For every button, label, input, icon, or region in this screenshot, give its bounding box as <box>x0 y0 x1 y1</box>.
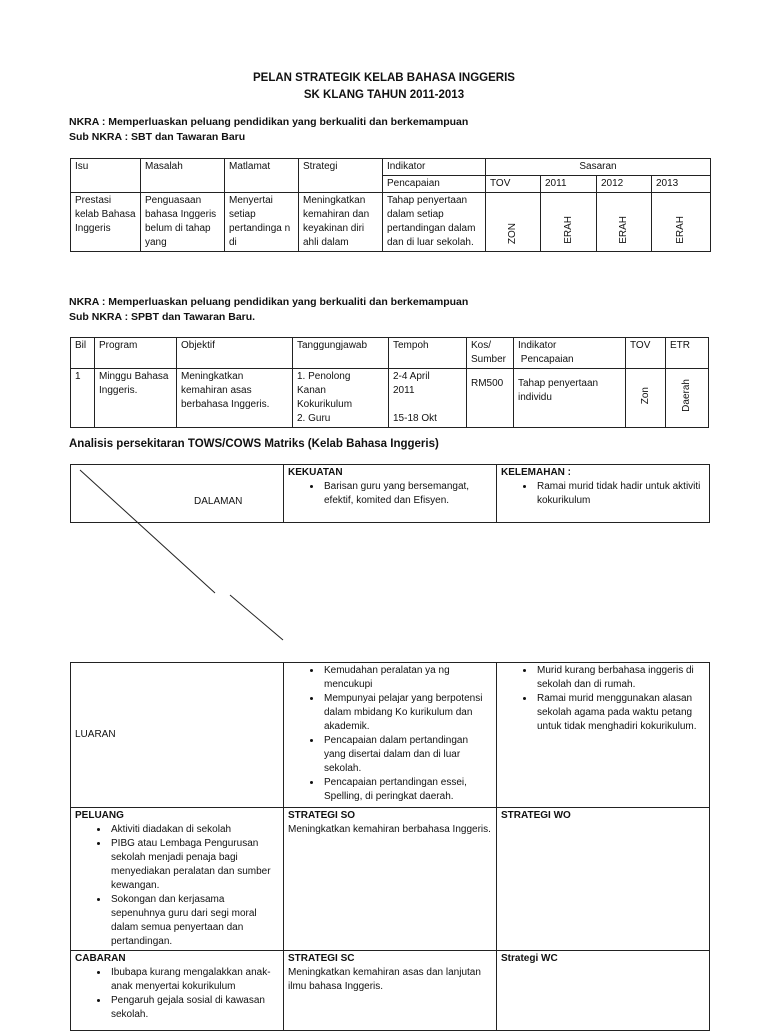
header-2013: 2013 <box>652 176 711 193</box>
tj-line3: Kokurikulum <box>297 399 353 410</box>
y2011-value: ERAH <box>562 216 574 244</box>
kekuatan-more-list <box>288 664 492 804</box>
tj-line1: 1. Penolong <box>297 371 351 382</box>
nkra-line-1: NKRA : Memperluaskan peluang pendidikan yang berkualiti dan berkemampuan <box>69 116 469 128</box>
cell-bil: 1 <box>71 369 95 428</box>
header-indikator: Indikator <box>383 159 486 176</box>
header-program: Program <box>95 338 177 369</box>
tows-heading: Analisis persekitaran TOWS/COWS Matriks (Kelab Bahasa Inggeris) <box>69 438 439 450</box>
header-tov-2: TOV <box>626 338 666 369</box>
cell-kos: RM500 <box>467 369 514 428</box>
kekuatan-more-item: • Kemudahan peralatan ya ng mencukupi <box>322 664 492 692</box>
cell-indikator-2: Tahap penyertaan individu <box>514 369 626 428</box>
cabaran-item: • Ibubapa kurang mengalakkan anak-anak menyertai kokurikulum <box>109 966 279 994</box>
header-matlamat: Matlamat <box>225 159 299 193</box>
strategi-sc-text: Meningkatkan kemahiran asas dan lanjutan ilmu bahasa Inggeris. <box>288 967 481 992</box>
strategi-so-text: Meningkatkan kemahiran berbahasa Inggeris. <box>288 824 491 835</box>
cell-strategi: Meningkatkan kemahiran dan keyakinan diri ahli dalam <box>299 193 383 252</box>
header-objektif: Objektif <box>177 338 293 369</box>
strategi-sc-cell <box>284 951 497 1031</box>
dalaman-label: DALAMAN <box>194 496 243 507</box>
strategi-wc-heading: Strategi WC <box>501 953 558 964</box>
tempoh-line2: 2011 <box>393 385 415 396</box>
peluang-list <box>75 823 279 949</box>
tj-line2: Kanan <box>297 385 326 396</box>
y2013-value: ERAH <box>675 216 686 244</box>
kekuatan-more-item: • Pencapaian pertandingan essei, Spelling, di peringkat daerah. <box>322 776 492 804</box>
doc-title-line1: PELAN STRATEGIK KELAB BAHASA INGGERIS <box>253 72 515 84</box>
header-sasaran: Sasaran <box>486 159 711 176</box>
luaran-cell: LUARAN <box>71 663 284 808</box>
kelemahan-more-list <box>501 664 705 734</box>
peluang-cell <box>71 808 284 951</box>
header-kos-line1: Kos/ <box>471 340 492 351</box>
tj-line4: 2. Guru <box>297 413 331 424</box>
kekuatan-item: • Barisan guru yang bersemangat, efektif, komited dan Efisyen. <box>322 480 492 508</box>
peluang-item: • PIBG atau Lembaga Pengurusan sekolah menjadi penaja bagi menyediakan peralatan dan sumber kewangan. <box>109 837 279 893</box>
y2012-value: ERAH <box>618 216 629 244</box>
kelemahan-more-item: • Murid kurang berbahasa inggeris di sekolah dan di rumah. <box>535 664 705 692</box>
kelemahan-heading: KELEMAHAN : <box>501 467 571 478</box>
header-2012: 2012 <box>597 176 652 193</box>
peluang-heading: PELUANG <box>75 810 124 821</box>
tov-value: ZON <box>507 222 518 244</box>
kekuatan-more-item: • Mempunyai pelajar yang berpotensi dalam mbidang Ko kurikulum dan akademik. <box>322 692 492 734</box>
kelemahan-item: • Ramai murid tidak hadir untuk aktiviti kokurikulum <box>535 480 705 508</box>
cell-program: Minggu Bahasa Inggeris. <box>95 369 177 428</box>
kekuatan-more-item: • Pencapaian dalam pertandingan yang disertai dalam dan di luar sekolah. <box>322 734 492 776</box>
header-2011: 2011 <box>541 176 597 193</box>
header-pencapaian: Pencapaian <box>383 176 486 193</box>
strategi-sc-heading: STRATEGI SC <box>288 953 355 964</box>
strategi-so-heading: STRATEGI SO <box>288 810 356 821</box>
strategi-wo-cell <box>497 808 710 951</box>
etr-value: Daerah <box>681 379 692 412</box>
header-tempoh: Tempoh <box>389 338 467 369</box>
doc-title-line2: SK KLANG TAHUN 2011-2013 <box>303 89 465 101</box>
header-masalah: Masalah <box>141 159 225 193</box>
header-etr: ETR <box>666 338 709 369</box>
peluang-item: • Sokongan dan kerjasama sepenuhnya guru dari segi moral dalam semua penyertaan dan pertandingan. <box>109 893 279 949</box>
cell-isu: Prestasi kelab Bahasa Inggeris <box>71 193 141 252</box>
tempoh-line1: 2-4 April <box>393 371 430 382</box>
kelemahan-more-item: • Ramai murid menggunakan alasan sekolah agama pada waktu petang untuk tidak menghadiri kokurikulum. <box>535 692 705 734</box>
strategi-wo-heading: STRATEGI WO <box>501 810 571 821</box>
tov2-value: Zon <box>639 386 651 405</box>
kekuatan-heading: KEKUATAN <box>288 467 343 478</box>
strategi-so-cell <box>284 808 497 951</box>
cell-indikator: Tahap penyertaan dalam setiap pertandingan dalam dan di luar sekolah. <box>383 193 486 252</box>
cabaran-cell <box>71 951 284 1031</box>
tows-bottom-table <box>70 662 710 1031</box>
cell-objektif: Meningkatkan kemahiran asas berbahasa Inggeris. <box>177 369 293 428</box>
sub-nkra-line-1: Sub NKRA : SBT dan Tawaran Baru <box>69 131 246 143</box>
header-tanggungjawab: Tanggungjawab <box>293 338 389 369</box>
tempoh-line3: 15-18 Okt <box>393 413 437 424</box>
header-tov: TOV <box>486 176 541 193</box>
header-isu: Isu <box>71 159 141 193</box>
header-strategi: Strategi <box>299 159 383 193</box>
cell-matlamat: Menyertai setiap pertandinga n di <box>225 193 299 252</box>
header-bil: Bil <box>71 338 95 369</box>
peluang-item: • Aktiviti diadakan di sekolah <box>109 823 279 837</box>
cabaran-heading: CABARAN <box>75 953 126 964</box>
cabaran-list <box>75 966 279 1022</box>
nkra-line-2: NKRA : Memperluaskan peluang pendidikan yang berkualiti dan berkemampuan <box>69 296 469 308</box>
kelemahan-more-cell <box>497 663 710 808</box>
header-indikator-line2: Pencapaian <box>518 354 574 365</box>
kekuatan-more-cell <box>284 663 497 808</box>
sub-nkra-line-2: Sub NKRA : SPBT dan Tawaran Baru. <box>69 311 256 323</box>
strategi-wc-cell <box>497 951 710 1031</box>
cell-masalah: Penguasaan bahasa Inggeris belum di tahap yang <box>141 193 225 252</box>
cabaran-item: • Pengaruh gejala sosial di kawasan sekolah. <box>109 994 279 1022</box>
header-indikator-line1: Indikator <box>518 340 557 351</box>
header-kos-line2: Sumber <box>471 354 507 365</box>
